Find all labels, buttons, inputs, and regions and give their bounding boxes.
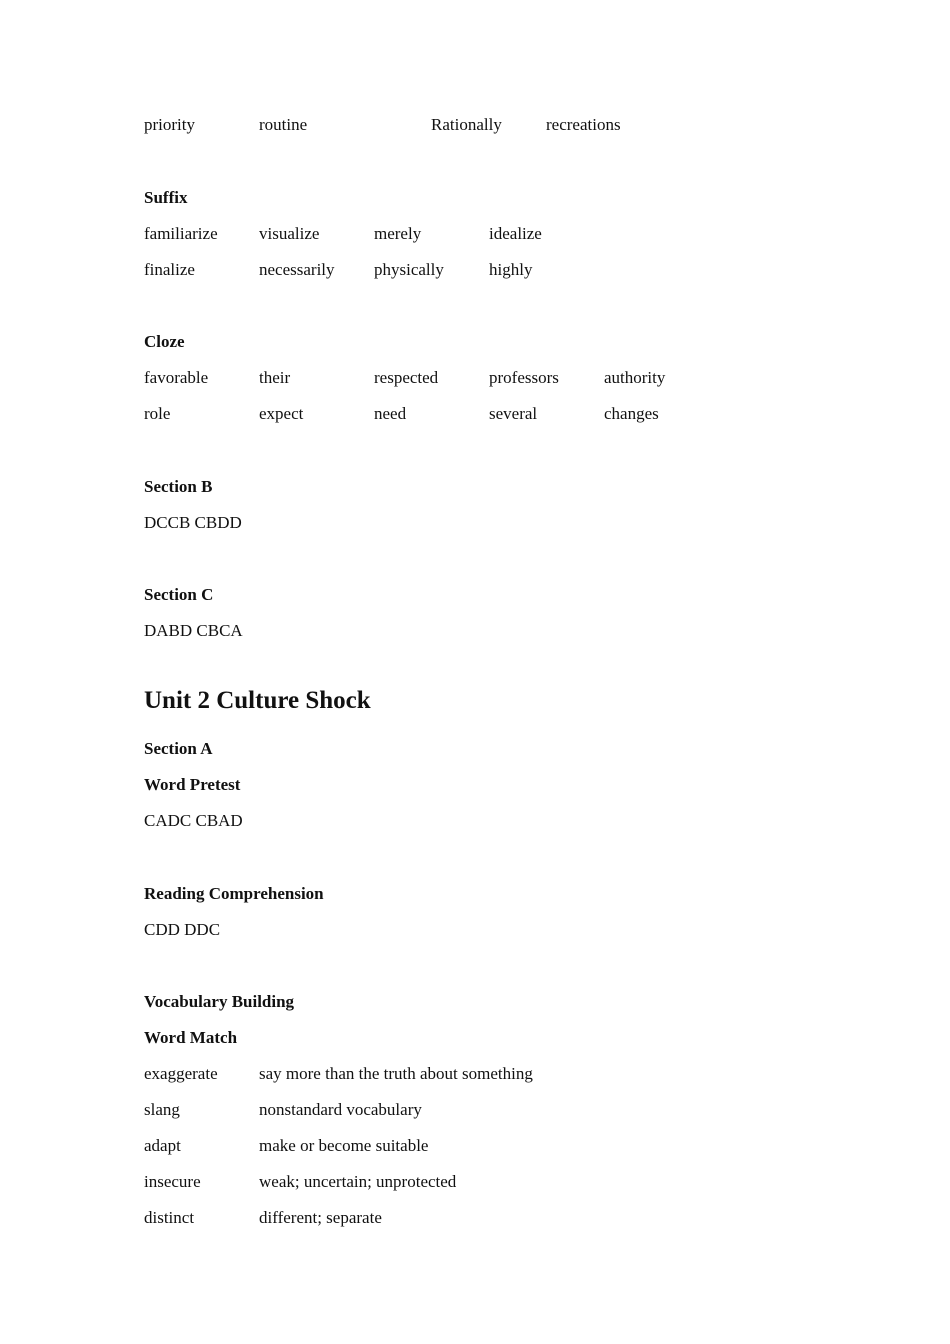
vocabulary-building-heading: Vocabulary Building bbox=[144, 992, 295, 1011]
word-pretest-answers: CADC CBAD bbox=[144, 811, 243, 830]
word-cell: necessarily bbox=[259, 260, 335, 279]
match-definition: nonstandard vocabulary bbox=[259, 1100, 422, 1119]
section-c-heading: Section C bbox=[144, 585, 214, 604]
unit-title: Unit 2 Culture Shock bbox=[144, 687, 371, 714]
section-a-heading: Section A bbox=[144, 739, 213, 758]
word-cell: visualize bbox=[259, 224, 320, 243]
match-word: slang bbox=[144, 1100, 180, 1119]
match-word: distinct bbox=[144, 1208, 195, 1227]
match-word: adapt bbox=[144, 1136, 181, 1155]
word-cell: idealize bbox=[489, 224, 542, 243]
suffix-heading: Suffix bbox=[144, 188, 188, 207]
section-b-answers: DCCB CBDD bbox=[144, 513, 242, 532]
word-pretest-heading: Word Pretest bbox=[144, 775, 241, 794]
section-c-answers: DABD CBCA bbox=[144, 621, 243, 640]
word-match-heading: Word Match bbox=[144, 1028, 238, 1047]
word-cell: role bbox=[144, 404, 171, 423]
match-definition: different; separate bbox=[259, 1208, 382, 1227]
word-cell: favorable bbox=[144, 368, 209, 387]
word-cell: priority bbox=[144, 115, 195, 134]
section-b-heading: Section B bbox=[144, 477, 213, 496]
word-cell: their bbox=[259, 368, 291, 387]
word-cell: physically bbox=[374, 260, 444, 279]
word-cell: expect bbox=[259, 404, 304, 423]
cloze-heading: Cloze bbox=[144, 332, 185, 351]
match-definition: make or become suitable bbox=[259, 1136, 429, 1155]
match-definition: weak; uncertain; unprotected bbox=[259, 1172, 457, 1191]
word-cell: recreations bbox=[546, 115, 621, 134]
match-definition: say more than the truth about something bbox=[259, 1064, 533, 1083]
word-cell: respected bbox=[374, 368, 439, 387]
reading-comprehension-heading: Reading Comprehension bbox=[144, 884, 324, 903]
word-cell: authority bbox=[604, 368, 666, 387]
word-cell: merely bbox=[374, 224, 422, 243]
word-cell: professors bbox=[489, 368, 559, 387]
match-word: insecure bbox=[144, 1172, 201, 1191]
word-cell: Rationally bbox=[431, 115, 502, 134]
word-cell: need bbox=[374, 404, 407, 423]
word-cell: several bbox=[489, 404, 538, 423]
match-word: exaggerate bbox=[144, 1064, 218, 1083]
word-cell: routine bbox=[259, 115, 308, 134]
word-cell: familiarize bbox=[144, 224, 218, 243]
word-cell: changes bbox=[604, 404, 659, 423]
word-cell: finalize bbox=[144, 260, 195, 279]
reading-comprehension-answers: CDD DDC bbox=[144, 920, 221, 939]
word-cell: highly bbox=[489, 260, 533, 279]
